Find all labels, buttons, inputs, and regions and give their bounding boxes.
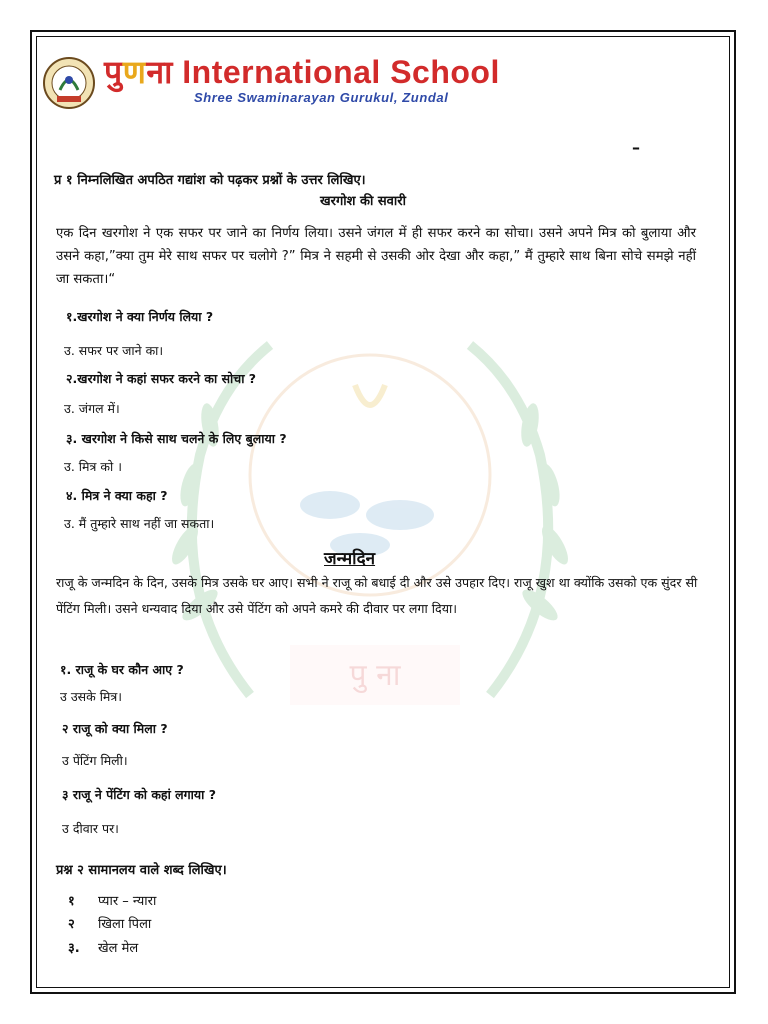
rhyme-pair-words: खिला पिला [98,917,152,932]
question2-heading: प्रश्न २ सामानलय वाले शब्द लिखिए। [56,863,227,878]
q1-item3-answer: उ. मित्र को । [64,459,122,474]
q1-item2-answer: उ. जंगल में। [64,401,120,416]
school-header [40,54,720,112]
rhyme-pair-number: ३. [68,941,80,956]
bday-item1-answer: उ उसके मित्र। [60,689,123,704]
rhyme-pair [68,891,156,909]
rhyme-pair-words: प्यार – न्यारा [98,894,157,909]
school-name: पुणना International School [104,54,500,90]
passage2-title: जन्मदिन [324,549,376,569]
rhyme-pair-words: खेल मेल [98,941,139,956]
bday-item1-question: १. राजू के घर कौन आए ? [60,662,184,677]
bday-item3-answer: उ दीवार पर। [62,821,119,836]
q1-item2-question: २.खरगोश ने कहां सफर करने का सोचा ? [66,371,257,386]
passage2-text: राजू के जन्मदिन के दिन, उसके मित्र उसके घर आए। सभी ने राजू को बधाई दी और उसे उपहार दिए। राजू खुश था क्योंकि उसको एक सुंदर सी पेंटिंग मिली। उसने धन्यवाद दिया और उसे पेंटिंग को अपने कमरे की दीवार पर लगा दिया। [56,575,698,616]
school-subtitle: Shree Swaminarayan Gurukul, Zundal [194,90,449,105]
rhyme-pair-number: २ [68,917,75,932]
q1-item1-answer: उ. सफर पर जाने का। [64,343,164,358]
bday-item3-question: ३ राजू ने पेंटिंग को कहां लगाया ? [62,787,217,802]
question1-heading: प्र १ निम्नलिखित अपठित गद्यांश को पढ़कर प्रश्नों के उत्तर लिखिए। [54,173,366,188]
passage1-text: एक दिन खरगोश ने एक सफर पर जाने का निर्णय लिया। उसने जंगल में ही सफर करने का सोचा। उसने अपने मित्र को बुलाया और उसने कहा,”क्या तुम मेरे साथ सफर पर चलोगे ?” मित्र ने सहमी से उसकी ओर देखा और कहा,” मैं तुम्हारे साथ बिना सोचे समझे नहीं जा सकता।“ [56,226,696,287]
q1-item1-question: १.खरगोश ने क्या निर्णय लिया ? [66,309,214,324]
q1-item4-question: ४. मित्र ने क्या कहा ? [66,488,168,503]
dash-mark: – [632,138,640,157]
bday-item2-question: २ राजू को क्या मिला ? [62,721,168,736]
bday-item2-answer: उ पेंटिंग मिली। [62,753,128,768]
q1-item3-question: ३. खरगोश ने किसे साथ चलने के लिए बुलाया ? [66,431,287,446]
rhyme-pair [68,914,151,932]
q1-item4-answer: उ. मैं तुम्हारे साथ नहीं जा सकता। [64,516,215,531]
watermark-text: पु ना [349,658,401,693]
rhyme-pair [68,938,138,956]
rhyme-pair-number: १ [68,894,75,909]
school-seal-icon [42,56,96,110]
passage1-title: खरगोश की सवारी [320,194,406,209]
